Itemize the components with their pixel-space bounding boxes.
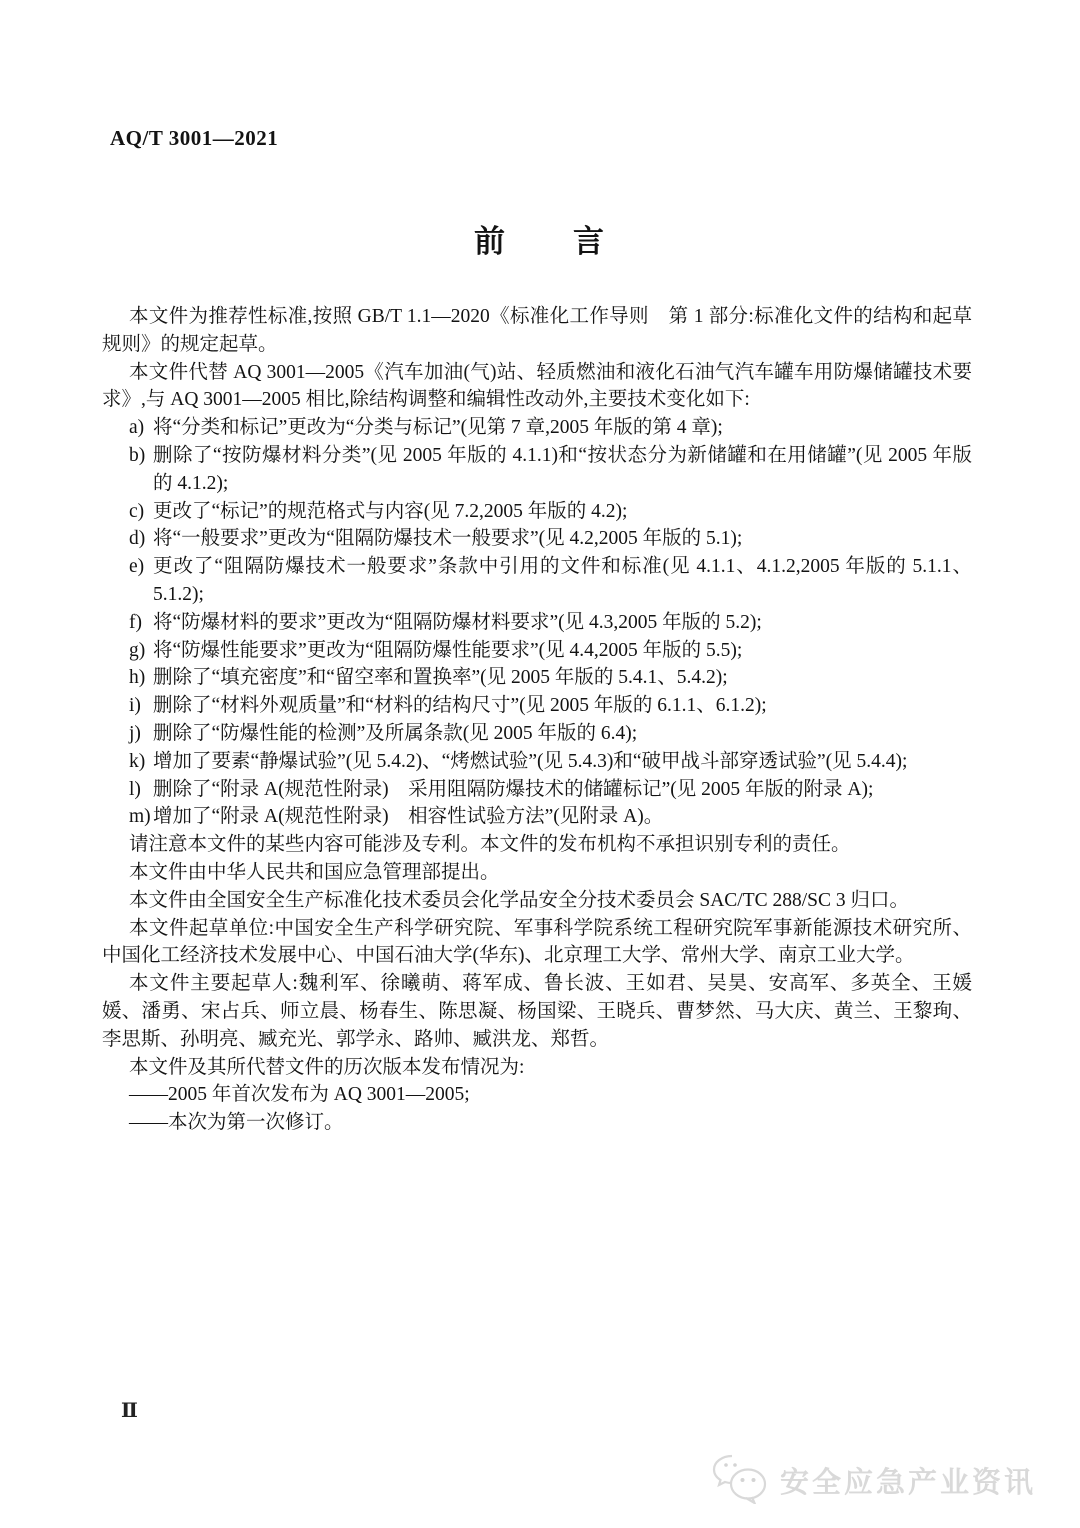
history-intro: 本文件及其所代替文件的历次版本发布情况为: <box>129 1056 525 1078</box>
change-item-h <box>102 664 972 692</box>
drafting-organizations: 本文件起草单位:中国安全生产科学研究院、军事科学院系统工程研究院军事新能源技术研究所、中国化工经济技术发展中心、中国石油大学(华东)、北京理工大学、常州大学、南京工业大学。 <box>102 917 972 967</box>
change-text: 将“分类和标记”更改为“分类与标记”(见第 7 章,2005 年版的第 4 章); <box>153 417 723 439</box>
foreword-content <box>102 303 972 1137</box>
change-item-a <box>102 414 972 442</box>
change-label: c) <box>129 500 145 522</box>
change-label: e) <box>129 556 145 578</box>
change-text: 删除了“按防爆材料分类”(见 2005 年版的 4.1.1)和“按状态分为新储罐和在用储罐”(见 2005 年版的 4.1.2); <box>153 444 972 494</box>
change-item-m <box>102 803 972 831</box>
change-label: g) <box>129 639 146 661</box>
change-item-f <box>102 609 972 637</box>
change-label: m) <box>129 806 151 828</box>
change-item-e <box>102 553 972 609</box>
change-text: 更改了“标记”的规范格式与内容(见 7.2,2005 年版的 4.2); <box>153 500 628 522</box>
change-text: 删除了“材料外观质量”和“材料的结构尺寸”(见 2005 年版的 6.1.1、6.1.2); <box>153 695 767 717</box>
change-label: j) <box>129 722 141 744</box>
change-item-g <box>102 637 972 665</box>
patent-notice: 请注意本文件的某些内容可能涉及专利。本文件的发布机构不承担识别专利的责任。 <box>129 834 851 856</box>
change-label: h) <box>129 667 146 689</box>
change-text: 将“一般要求”更改为“阻隔防爆技术一般要求”(见 4.2,2005 年版的 5.1); <box>153 528 743 550</box>
page-number: Ⅱ <box>121 1400 138 1422</box>
change-item-c <box>102 498 972 526</box>
change-label: f) <box>129 611 142 633</box>
change-text: 更改了“阻隔防爆技术一般要求”条款中引用的文件和标准(见 4.1.1、4.1.2,2005 年版的 5.1.1、5.1.2); <box>153 556 972 605</box>
change-item-i <box>102 692 972 720</box>
issuer-paragraph: 本文件由中华人民共和国应急管理部提出。 <box>129 861 500 883</box>
drafters: 本文件主要起草人:魏利军、徐曦萌、蒋军成、鲁长波、王如君、吴昊、安高军、多英全、王媛媛、潘勇、宋占兵、师立晨、杨春生、陈思凝、杨国梁、王晓兵、曹梦然、马大庆、黄兰、王黎珣、李思斯、孙明亮、臧充光、郭学永、路帅、臧洪龙、郑哲。 <box>102 973 972 1050</box>
change-item-l <box>102 776 972 804</box>
change-text: 将“防爆材料的要求”更改为“阻隔防爆材料要求”(见 4.3,2005 年版的 5.2); <box>153 611 762 633</box>
change-text: 增加了要素“静爆试验”(见 5.4.2)、“烤燃试验”(见 5.4.3)和“破甲战斗部穿透试验”(见 5.4.4); <box>153 750 908 772</box>
committee-paragraph: 本文件由全国安全生产标准化技术委员会化学品安全分技术委员会 SAC/TC 288/SC 3 归口。 <box>129 889 910 911</box>
change-item-d <box>102 525 972 553</box>
change-item-k <box>102 748 972 776</box>
change-label: k) <box>129 750 146 772</box>
change-item-j <box>102 720 972 748</box>
change-text: 删除了“附录 A(规范性附录) 采用阻隔防爆技术的储罐标记”(见 2005 年版的附录 A); <box>153 778 874 800</box>
change-label: i) <box>129 695 141 717</box>
change-item-b <box>102 442 972 498</box>
change-label: b) <box>129 444 146 466</box>
change-label: l) <box>129 778 141 800</box>
watermark-text: 安全应急产业资讯 <box>779 1467 1036 1499</box>
change-text: 将“防爆性能要求”更改为“阻隔防爆性能要求”(见 4.4,2005 年版的 5.5); <box>153 639 743 661</box>
watermark <box>708 1452 1036 1509</box>
page-title: 前 言 <box>474 224 606 259</box>
doc-number: AQ/T 3001—2021 <box>110 126 279 150</box>
intro-paragraph: 本文件代替 AQ 3001—2005《汽车加油(气)站、轻质燃油和液化石油气汽车罐车用防爆储罐技术要求》,与 AQ 3001—2005 相比,除结构调整和编辑性改动外,主要技术变化如下: <box>102 361 972 411</box>
history-item: ——2005 年首次发布为 AQ 3001—2005; <box>129 1084 470 1106</box>
wechat-icon <box>708 1452 770 1509</box>
change-label: d) <box>129 528 146 550</box>
change-label: a) <box>129 417 145 439</box>
change-text: 删除了“填充密度”和“留空率和置换率”(见 2005 年版的 5.4.1、5.4.2); <box>153 667 728 689</box>
history-item: ——本次为第一次修订。 <box>129 1112 344 1134</box>
change-text: 删除了“防爆性能的检测”及所属条款(见 2005 年版的 6.4); <box>153 722 638 744</box>
change-text: 增加了“附录 A(规范性附录) 相容性试验方法”(见附录 A)。 <box>153 806 664 828</box>
intro-paragraph: 本文件为推荐性标准,按照 GB/T 1.1—2020《标准化工作导则 第 1 部分:标准化文件的结构和起草规则》的规定起草。 <box>102 306 972 355</box>
